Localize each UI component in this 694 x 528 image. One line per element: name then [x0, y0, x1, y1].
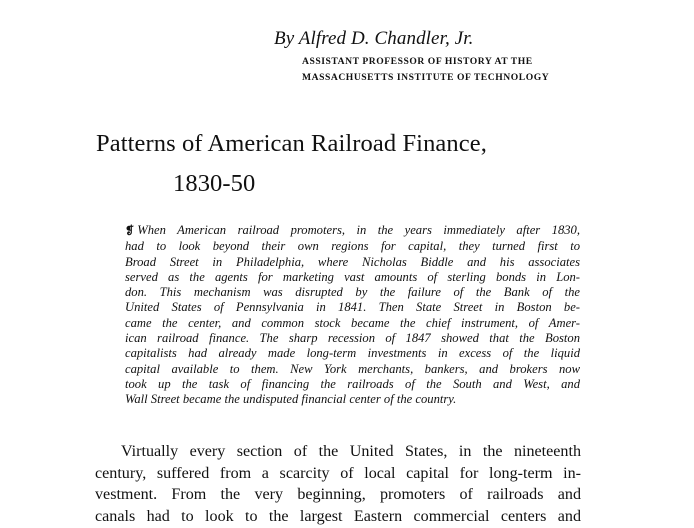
abstract-line: don. This mechanism was disrupted by the failure of the Bank of the [125, 285, 580, 300]
body-line: century, suffered from a scarcity of local capital for long-term in- [95, 464, 581, 482]
abstract-line [125, 223, 580, 239]
article-title-line-2: 1830-50 [173, 170, 256, 197]
body-line: Virtually every section of the United States, in the nineteenth [121, 443, 581, 460]
abstract-line: came the center, and common stock became the chief instrument, of Amer- [125, 315, 580, 330]
article-title-line-1: Patterns of American Railroad Finance, [96, 130, 487, 157]
abstract-line: ican railroad finance. The sharp recession of 1847 showed that the Boston [125, 331, 580, 346]
body-line: canals had to look to the largest Eastern commercial centers and [95, 508, 581, 526]
abstract-line: capitalists had already made long-term investments in excess of the liquid [125, 346, 580, 361]
author-affiliation-line-1: ASSISTANT PROFESSOR OF HISTORY AT THE [302, 56, 533, 67]
author-byline: By Alfred D. Chandler, Jr. [274, 28, 474, 49]
abstract-line-text: When American railroad promoters, in the years immediately after 1830, [137, 223, 580, 237]
abstract-line: Wall Street became the undisputed financial center of the country. [125, 392, 457, 407]
abstract-line: had to look beyond their own regions for capital, they turned first to [125, 239, 580, 254]
body-line: vestment. From the very beginning, promoters of railroads and [95, 486, 581, 504]
abstract-line: United States of Pennsylvania in 1841. Then State Street in Boston be- [125, 300, 580, 315]
body-paragraph [95, 441, 581, 528]
abstract-line: took up the task of financing the railroads of the South and West, and [125, 376, 580, 391]
author-affiliation-line-2: MASSACHUSETTS INSTITUTE OF TECHNOLOGY [302, 72, 550, 83]
abstract-line: served as the agents for marketing vast amounts of sterling bonds in Lon- [125, 269, 580, 284]
abstract-line: capital available to them. New York merchants, bankers, and brokers now [125, 361, 580, 376]
abstract-line: Broad Street in Philadelphia, where Nicholas Biddle and his associates [125, 254, 580, 269]
abstract [125, 223, 580, 408]
pilcrow-icon: ❡ [125, 225, 135, 237]
